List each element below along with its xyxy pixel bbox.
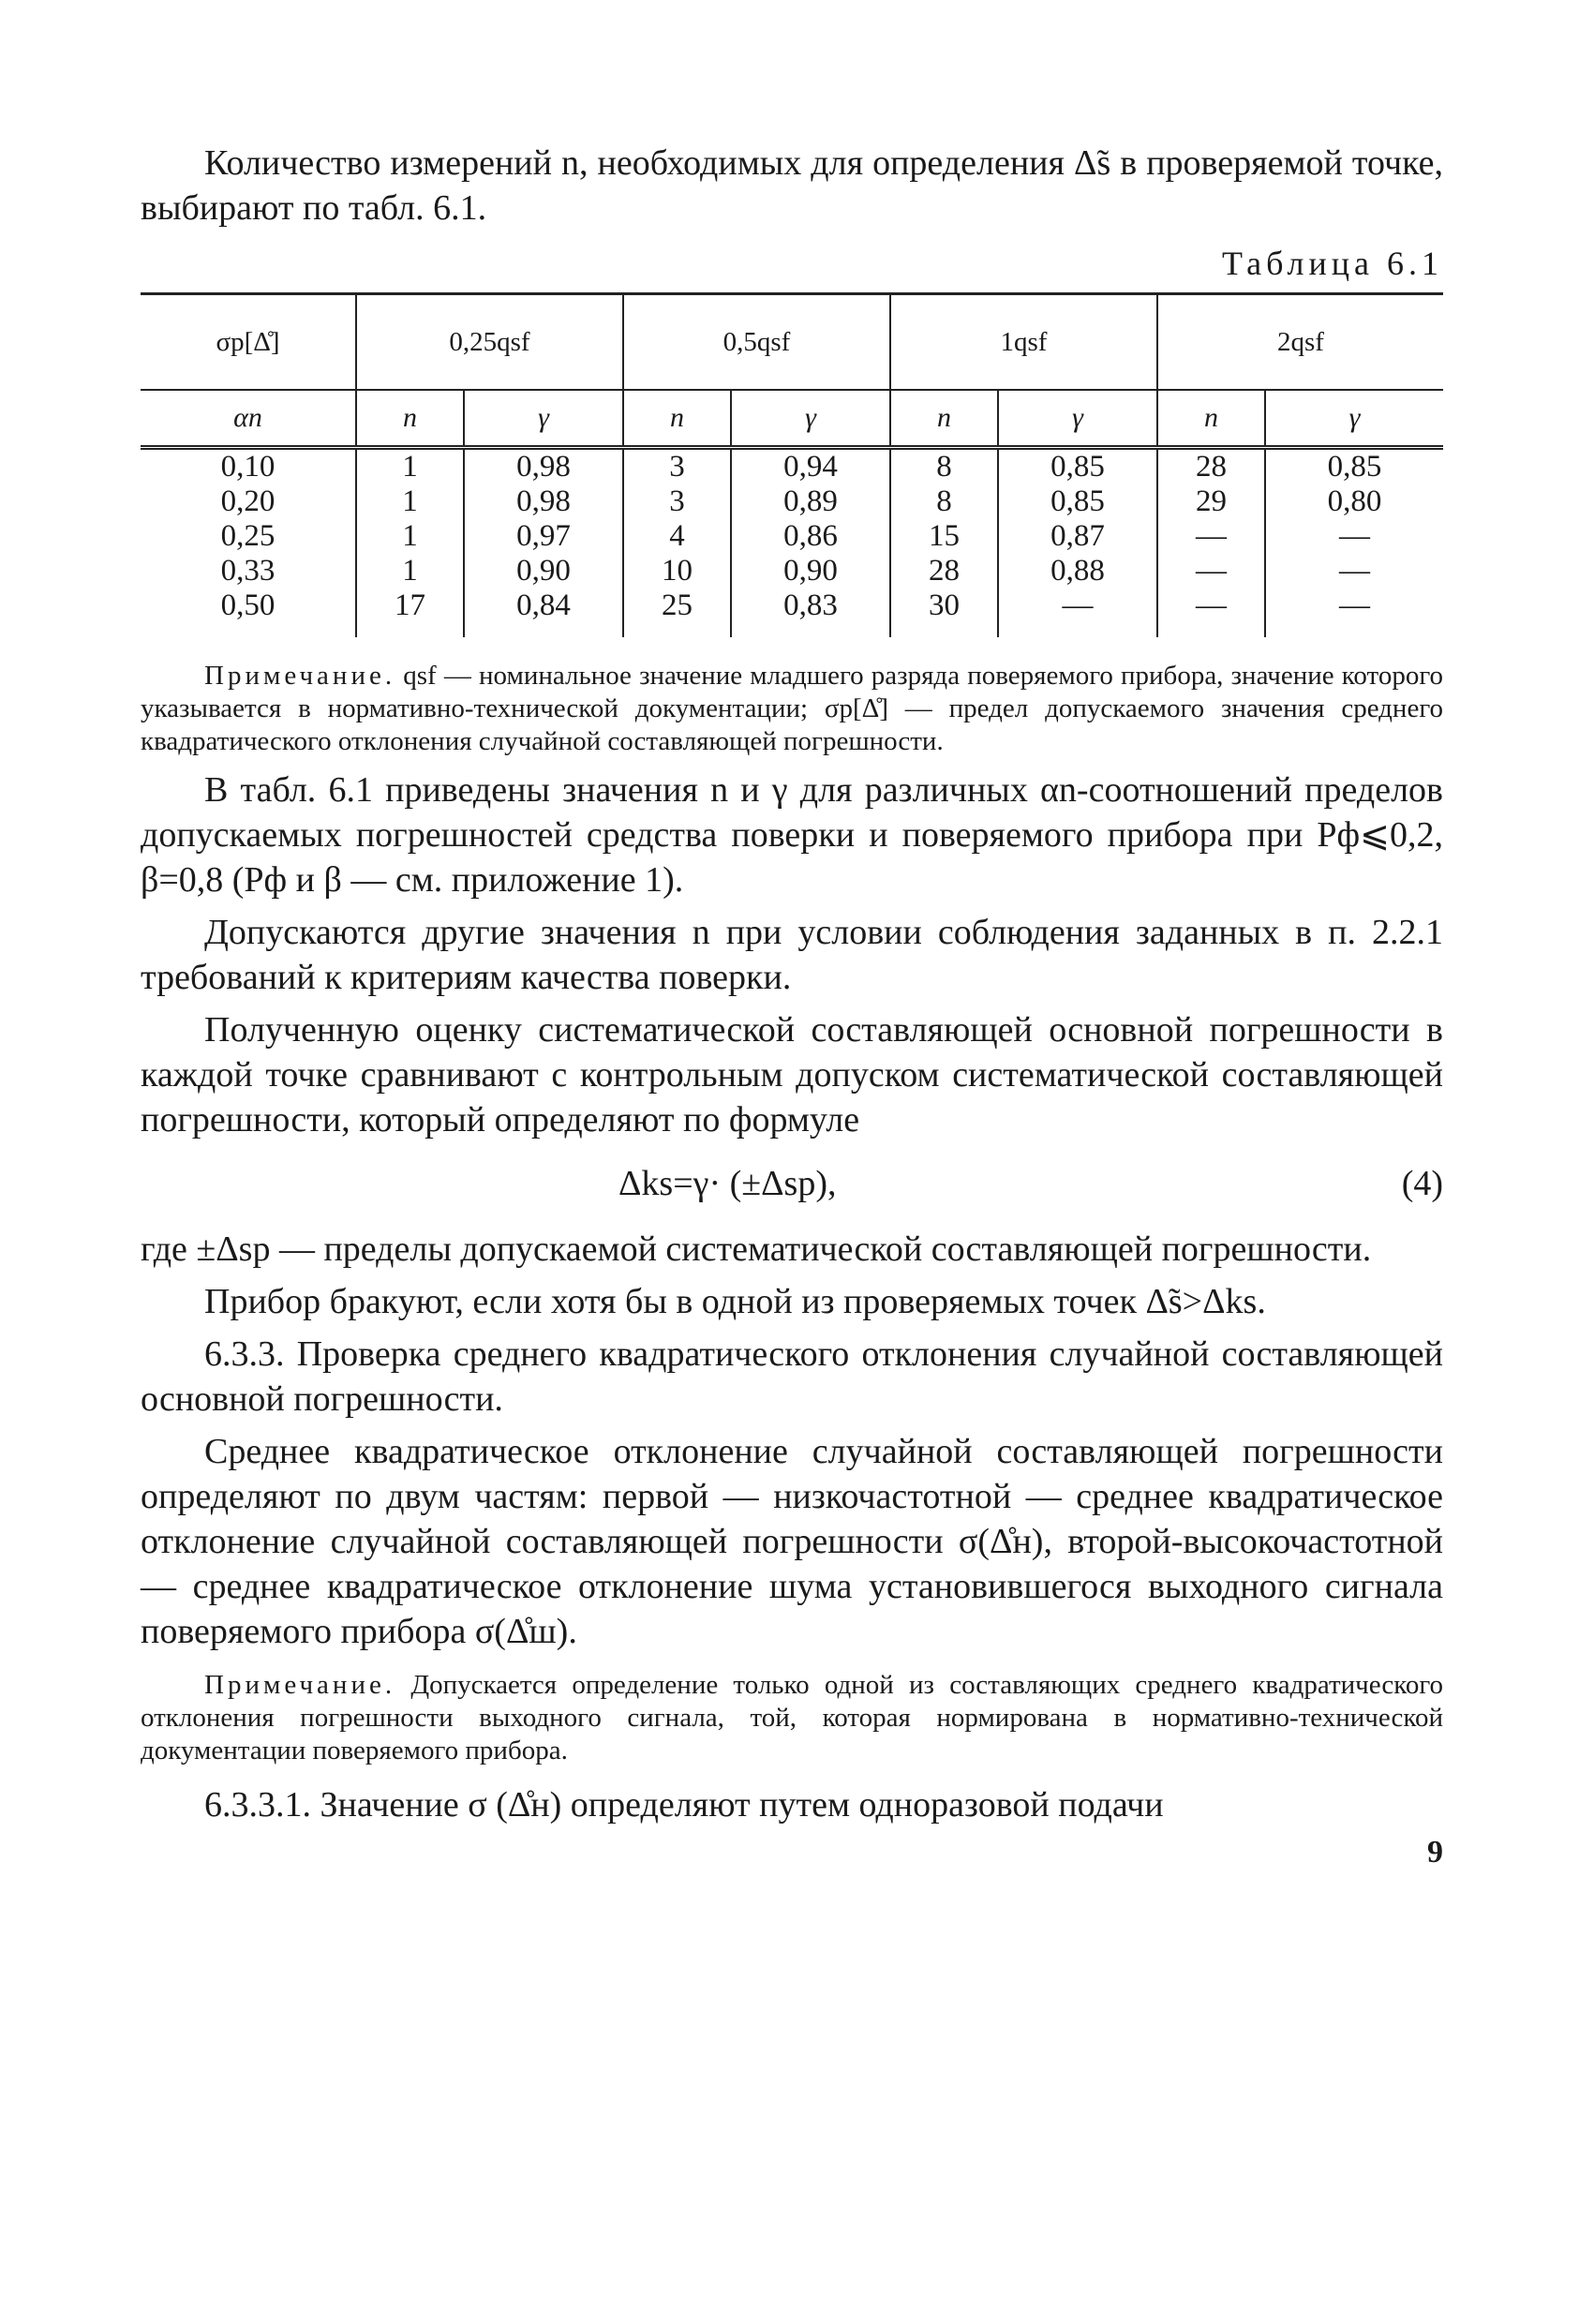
subheader-n: n [623,390,731,448]
section-note [141,1669,1443,1767]
header-group-1: 0,25qsf [356,294,623,391]
paragraph: Допускаются другие значения n при условии соблюдения заданных в п. 2.2.1 требований к критериям качества поверки. [141,913,1443,997]
header-group-4: 2qsf [1157,294,1443,391]
paragraph: Прибор бракуют, если хотя бы в одной из проверяемых точек Δ̃s>Δks. [204,1282,1266,1321]
column-values: 0,85 0,80 — — — [1265,448,1443,638]
header-group-2: 0,5qsf [623,294,890,391]
page-number: 9 [1427,1835,1443,1870]
note-label: Примечание. [204,661,396,691]
subheader-n: n [356,390,464,448]
column-values: 28 29 — — — [1157,448,1265,638]
subheader-n: n [1157,390,1265,448]
column-values: 0,85 0,85 0,87 0,88 — [998,448,1157,638]
note-label: Примечание. [204,1670,396,1700]
section-heading-6-3-3: 6.3.3. Проверка среднего квадратического отклонения случайной составляющей основной погрешности. [141,1334,1443,1419]
note-text: Допускается определение только одной из составляющих среднего квадратического отклонения погрешности выходного сигнала, той, которая нормирована в нормативно-технической документации поверяемого прибора. [141,1670,1443,1765]
column-values: 8 8 15 28 30 [890,448,998,638]
column-values: 1 1 1 1 17 [356,448,464,638]
document-page [141,141,1443,1870]
formula-4 [141,1161,1443,1217]
subheader-n: n [890,390,998,448]
paragraph-6-3-3-1: 6.3.3.1. Значение σ (Δ̊н) определяют путем одноразовой подачи [204,1785,1164,1825]
column-values: 3 3 4 10 25 [623,448,731,638]
subheader-gamma: γ [1265,390,1443,448]
paragraph: В табл. 6.1 приведены значения n и γ для различных αn-соотношений пределов допускаемых погрешностей средства поверки и поверяемого прибора при Pф⩽0,2, β=0,8 (Pф и β — см. приложение 1). [141,770,1443,900]
subheader-gamma: γ [998,390,1157,448]
table-note [141,660,1443,758]
header-group-3: 1qsf [890,294,1157,391]
formula-expression: Δks=γ· (±Δsp), [618,1164,837,1203]
subheader-gamma: γ [464,390,623,448]
intro-paragraph: Количество измерений n, необходимых для определения Δ̃s в проверяемой точке, выбирают по табл. 6.1. [141,143,1443,228]
table-6-1 [141,292,1443,637]
header-corner-bottom: αn [141,390,356,448]
paragraph: Полученную оценку систематической составляющей основной погрешности в каждой точке сравнивают с контрольным допуском систематической составляющей погрешности, который определяют по формуле [141,1010,1443,1140]
paragraph: где ±Δsp — пределы допускаемой систематической составляющей погрешности. [141,1229,1372,1269]
column-values: 0,94 0,89 0,86 0,90 0,83 [731,448,890,638]
header-corner-top: σp[Δ̊] [216,326,280,357]
paragraph: Среднее квадратическое отклонение случайной составляющей погрешности определяют по двум частям: первой — низкочастотной — среднее квадратическое отклонение случайной составляющей погрешности σ(Δ̊н), второй-высокочастотной — среднее квадратическое отклонение шума установившегося выходного сигнала поверяемого прибора σ(Δ̊ш). [141,1432,1443,1651]
column-values: 0,98 0,98 0,97 0,90 0,84 [464,448,623,638]
table-caption: Таблица 6.1 [1222,245,1443,282]
column-alpha-values: 0,10 0,20 0,25 0,33 0,50 [220,450,276,622]
formula-number: (4) [1401,1164,1443,1203]
subheader-gamma: γ [731,390,890,448]
note-text: qsf — номинальное значение младшего разряда поверяемого прибора, значение которого указывается в нормативно-технической документации; σp[Δ̊] — предел допускаемого значения среднего квадратического отклонения случайной составляющей погрешности. [141,661,1443,756]
